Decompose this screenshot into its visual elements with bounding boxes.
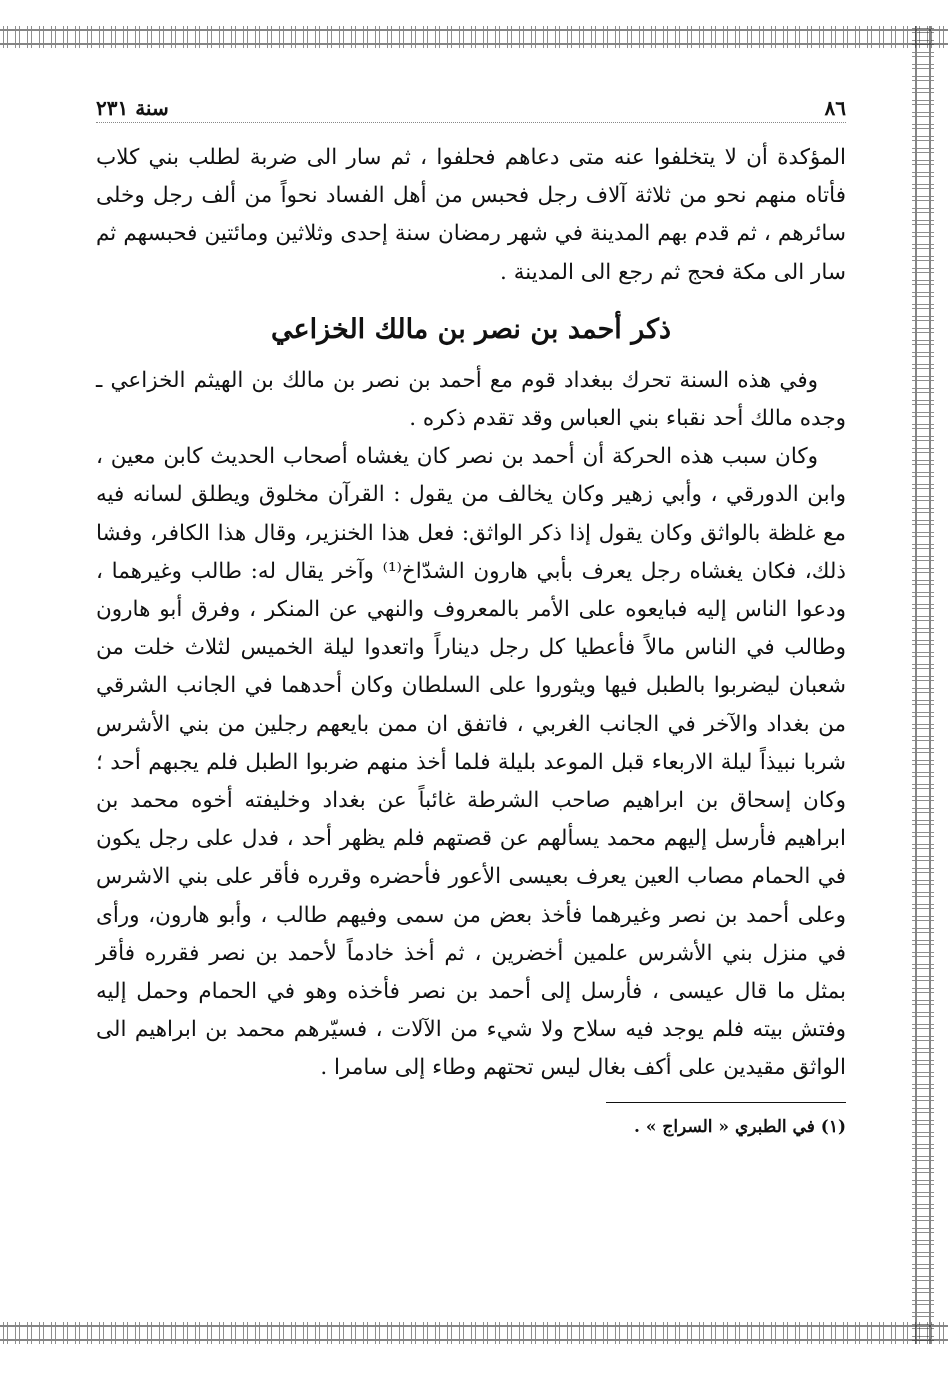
- book-page: [96, 84, 846, 1141]
- paragraph: وفي هذه السنة تحرك ببغداد قوم مع أحمد بن نصر بن مالك بن الهيثم الخزاعي ـ وجده مالك أحد نقباء بني العباس وقد تقدم ذكره .: [96, 367, 846, 432]
- running-header-year: سنة ٢٣١: [96, 96, 169, 120]
- top-ornamental-border: [0, 26, 948, 48]
- page-number: ٨٦: [824, 96, 846, 120]
- paragraph: وكان سبب هذه الحركة أن أحمد بن نصر كان يغشاه أصحاب الحديث كابن معين ، وابن الدورقي ، وأبي زهير وكان يخالف من يقول : القرآن مخلوق ويطلق لسانه فيه مع غلظة بالواثق وكان يقول إذا ذكر الواثق: فعل هذا الخنزير، وقال هذا الكافر، وفشا ذلك، فكان يغشاه رجل يعرف بأبي هارون الشدّاخ⁽¹⁾ وآخر يقال له: طالب وغيرهما ، ودعوا الناس إليه فبايعوه على الأمر بالمعروف والنهي عن المنكر ، وفرق أبو هارون وطالب في الناس مالاً فأعطيا كل رجل ديناراً واتعدوا ليلة الخميس لثلاث خلت من شعبان ليضربوا بالطبل فيها ويثوروا على السلطان وكان أحدهما في الجانب الشرقي من بغداد والآخر في الجانب الغربي ، فاتفق ان ممن بايعهم رجلين من بني الأشرس شربا نبيذاً ليلة الاربعاء قبل الموعد بليلة فلما أخذ منهم ضربوا الطبل فلم يجبهم أحد ؛ وكان إسحاق بن ابراهيم صاحب الشرطة غائباً عن بغداد وخليفته أخوه محمد بن ابراهيم فأرسل إليهم محمد يسألهم عن قصتهم فلم يظهر أحد ، فدل على رجل يكون في الحمام مصاب العين يعرف بعيسى الأعور فأحضره وقرره فأقر على بني الاشرس وعلى أحمد بن نصر وغيرهما فأخذ بعض من سمى وفيهم طالب ، وأبو هارون، ورأى في منزل بني الأشرس علمين أخضرين ، ثم أخذ خادماً لأحمد بن نصر فقرره فأقر بمثل ما قال عيسى ، فأرسل إلى أحمد بن نصر فأخذه وهو في الحمام وحمل إليه وفتش بيته فلم يوجد فيه سلاح ولا شيء من الآلات ، فسيّرهم محمد بن ابراهيم الى الواثق مقيدين على أكف بغال ليس تحتهم وطاء إلى سامرا .: [96, 444, 846, 1081]
- bottom-ornamental-border: [0, 1322, 948, 1344]
- right-ornamental-border: [912, 26, 934, 1344]
- footnote: (١) في الطبري « السراج » .: [633, 1116, 846, 1137]
- section-title: ذكر أحمد بن نصر بن مالك الخزاعي: [271, 313, 671, 345]
- footnote-separator: [606, 1102, 846, 1103]
- paragraph-continuation: المؤكدة أن لا يتخلفوا عنه متى دعاهم فحلفوا ، ثم سار الى ضربة لطلب بني كلاب فأتاه منهم نحو من ثلاثة آلاف رجل فحبس من أهل الفساد نحواً من ألف رجل وخلى سائرهم ، ثم قدم بهم المدينة في شهر رمضان سنة إحدى وثلاثين ومائتين فحبسهم ثم سار الى مكة فحج ثم رجع الى المدينة .: [96, 145, 846, 285]
- running-header: [96, 84, 846, 123]
- body-text: [96, 139, 846, 1088]
